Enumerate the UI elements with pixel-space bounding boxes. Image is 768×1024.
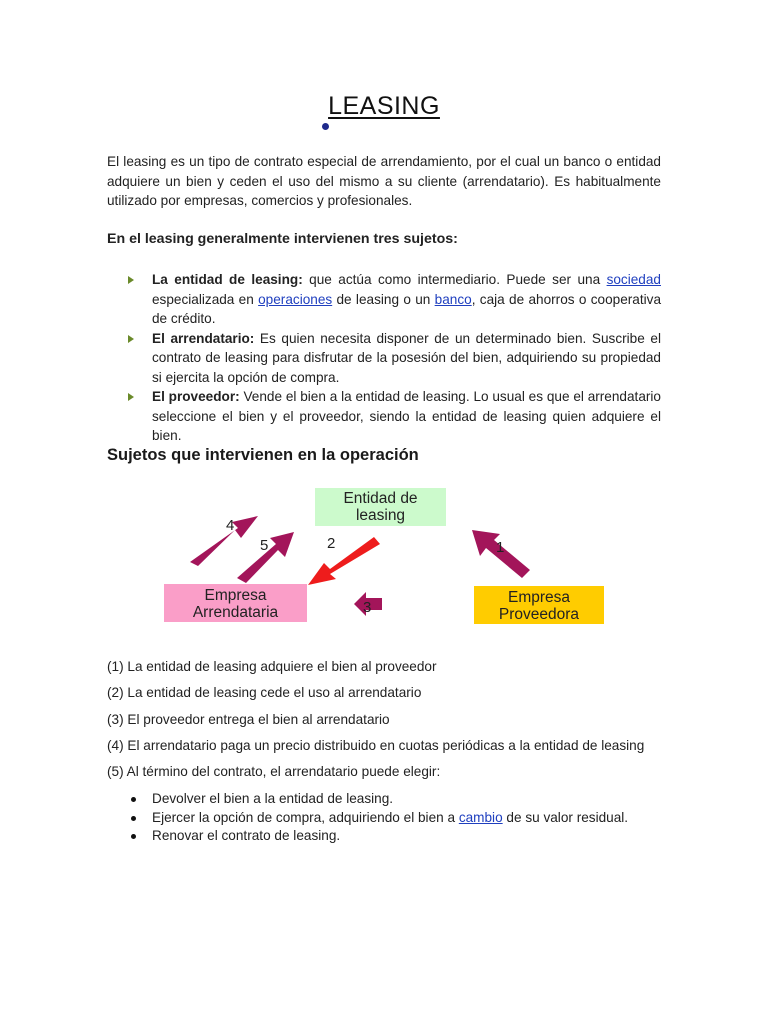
subject-term: La entidad de leasing: xyxy=(152,272,303,287)
option-text: de su valor residual. xyxy=(502,809,629,825)
arrow-bullet-icon xyxy=(128,276,134,284)
list-item xyxy=(131,827,691,846)
subject-text: que actúa como intermediario. Puede ser una xyxy=(302,272,607,287)
bullet-dot-icon xyxy=(131,797,136,802)
anchor-dot-icon xyxy=(322,123,329,130)
list-item xyxy=(128,387,661,446)
arrow-label: 1 xyxy=(496,539,505,556)
empresa-proveedora-box xyxy=(474,586,604,624)
subjects-list xyxy=(128,270,661,446)
subject-text: Es quien necesita disponer de un determinado bien. Suscribe el contrato de leasing para disfrutar de la posesión del bien, adquiriendo su propiedad si ejercita la opción de compra. xyxy=(152,330,661,385)
page-title-text: LEASING xyxy=(328,92,440,120)
intro-paragraph xyxy=(107,152,661,211)
box-label: Proveedora xyxy=(498,606,580,623)
step-item: (4) El arrendatario paga un precio distribuido en cuotas periódicas a la entidad de leasing xyxy=(107,737,645,753)
box-label: Empresa xyxy=(507,589,571,606)
arrow-bullet-icon xyxy=(128,393,134,401)
option-text: Renovar el contrato de leasing. xyxy=(152,828,341,843)
leasing-diagram xyxy=(160,480,610,635)
box-label: leasing xyxy=(355,507,406,524)
arrow-4-icon xyxy=(190,516,258,566)
bullet-dot-icon xyxy=(131,816,136,821)
list-item xyxy=(131,809,691,828)
diagram-heading: Sujetos que intervienen en la operación xyxy=(107,446,419,464)
subject-text: , caja de ahorros o cooperativa de crédito. xyxy=(152,291,662,326)
link-sociedad[interactable]: sociedad xyxy=(606,272,661,287)
link-operaciones[interactable]: operaciones xyxy=(258,291,333,307)
subject-text: especializada en xyxy=(152,291,259,307)
box-label: Empresa xyxy=(204,587,267,604)
bullet-dot-icon xyxy=(131,834,136,839)
entidad-leasing-box xyxy=(315,488,446,526)
empresa-arrendataria-box xyxy=(164,584,307,622)
subject-text: Vende el bien a la entidad de leasing. Lo usual es que el arrendatario seleccione el bien y el proveedor, siendo la entidad de leasing quien adquiere el bien. xyxy=(152,389,661,443)
step-item: (1) La entidad de leasing adquiere el bien al proveedor xyxy=(107,659,437,674)
arrow-label: 5 xyxy=(260,537,269,554)
arrow-label: 2 xyxy=(327,535,336,552)
step-item: (2) La entidad de leasing cede el uso al arrendatario xyxy=(107,685,422,701)
arrow-label: 3 xyxy=(363,599,372,616)
box-label: Arrendataria xyxy=(192,604,279,621)
steps-list xyxy=(107,659,707,790)
step-item: (5) Al término del contrato, el arrendatario puede elegir: xyxy=(107,764,441,780)
subject-text: de leasing o un xyxy=(332,291,435,307)
link-banco[interactable]: banco xyxy=(434,291,472,307)
subjects-heading: En el leasing generalmente intervienen tres sujetos: xyxy=(107,231,458,247)
page-title xyxy=(328,92,440,121)
option-text: Ejercer la opción de compra, adquiriendo el bien a xyxy=(152,809,459,825)
list-item xyxy=(131,790,691,809)
subject-term: El arrendatario: xyxy=(152,330,255,346)
list-item xyxy=(128,270,661,329)
option-text: Devolver el bien a la entidad de leasing. xyxy=(152,791,394,806)
link-cambio[interactable]: cambio xyxy=(458,809,503,825)
box-label: Entidad de xyxy=(343,490,418,507)
arrow-bullet-icon xyxy=(128,335,134,343)
intro-text: El leasing es un tipo de contrato especial de arrendamiento, por el cual un banco o entidad adquiere un bien y ceden el uso del mismo a su cliente (arrendatario). Es habitualmente utilizado por empresas, comercios y profesionales. xyxy=(107,154,661,208)
options-list xyxy=(131,790,691,846)
subject-term: El proveedor: xyxy=(152,389,240,404)
step-item: (3) El proveedor entrega el bien al arrendatario xyxy=(107,711,390,727)
list-item xyxy=(128,329,661,388)
title-container xyxy=(0,92,768,121)
arrow-2-icon xyxy=(308,537,380,585)
arrow-label: 4 xyxy=(226,517,235,534)
